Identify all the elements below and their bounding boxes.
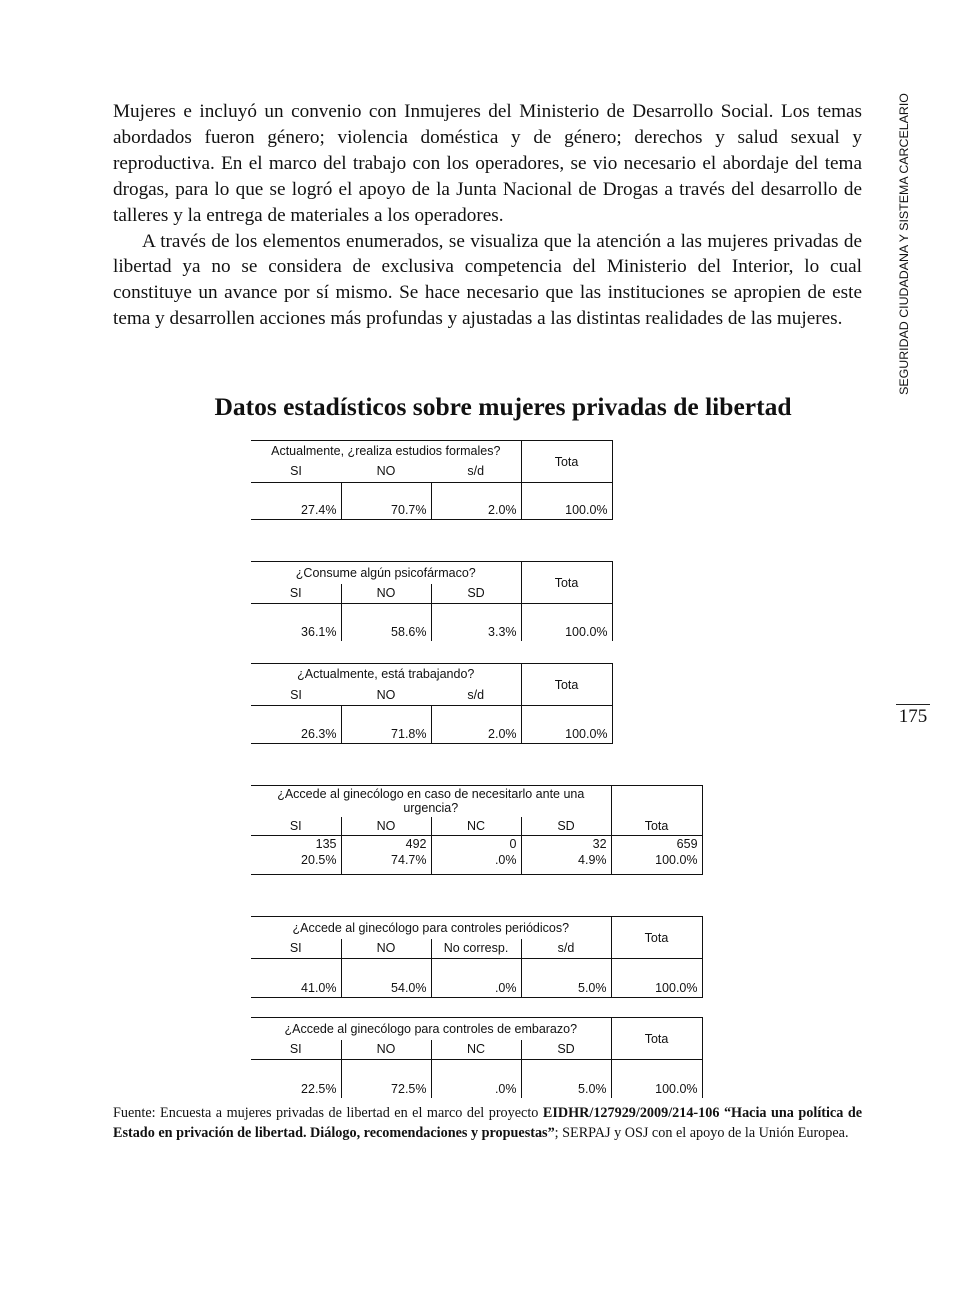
table-question: Actualmente, ¿realiza estudios formales? [251, 441, 521, 461]
table-cell: 41.0% [251, 959, 341, 998]
column-header: SI [251, 461, 341, 483]
paragraph-2: A través de los elementos enumerados, se visualiza que la atención a las mujeres privadas de libertad ya no se considera de exclusiva competencia del Ministerio del Interior, lo cual constituye un avance por sí mismo. Se hace necesario que las instituciones se apropien de este tema y desarrollen acciones más profundas y ajustadas a las distintas realidades de las mujeres. [113, 230, 862, 330]
source-note [113, 1104, 862, 1143]
table-cell: 100.0% [521, 706, 612, 744]
table-cell: 2.0% [431, 706, 521, 744]
total-header: Tota [611, 1018, 702, 1060]
column-header: SI [251, 817, 341, 836]
table-question: ¿Consume algún psicofármaco? [251, 562, 521, 584]
table-question: ¿Accede al ginecólogo en caso de necesitarlo ante una urgencia? [251, 786, 611, 817]
column-header: NO [341, 939, 431, 959]
table-cell: .0% [431, 853, 521, 875]
table-cell: .0% [431, 959, 521, 998]
column-header: SI [251, 1040, 341, 1060]
source-prefix: Fuente: Encuesta a mujeres privadas de libertad en el marco del proyecto [113, 1105, 539, 1121]
table-cell: 72.5% [341, 1060, 431, 1098]
column-header: NO [341, 584, 431, 604]
stat-table-working [251, 663, 613, 744]
column-header: NO [341, 1040, 431, 1060]
table-cell: 4.9% [521, 853, 611, 875]
table-cell: 70.7% [341, 483, 431, 520]
table-cell: 5.0% [521, 1060, 611, 1098]
table-cell: 22.5% [251, 1060, 341, 1098]
column-header: NO [341, 461, 431, 483]
column-header: s/d [521, 939, 611, 959]
table-cell: 492 [341, 836, 431, 853]
column-header: SD [521, 817, 611, 836]
table-cell: 135 [251, 836, 341, 853]
stat-table-gyn-pregnancy [251, 1017, 703, 1098]
stat-table-studies [251, 440, 613, 520]
column-header: NC [431, 817, 521, 836]
source-project-code: EIDHR/127929/2009/214-106 [542, 1105, 720, 1121]
table-cell: 100.0% [521, 604, 612, 641]
column-header: SI [251, 584, 341, 604]
section-title: Datos estadísticos sobre mujeres privadas de libertad [214, 392, 792, 421]
page-number: 175 [898, 706, 928, 727]
table-question: ¿Accede al ginecólogo para controles periódicos? [251, 917, 611, 939]
column-header: NC [431, 1040, 521, 1060]
table-cell: 100.0% [611, 1060, 702, 1098]
table-cell: 0 [431, 836, 521, 853]
table-cell: 3.3% [431, 604, 521, 641]
table-cell: 54.0% [341, 959, 431, 998]
running-header-text: SEGURIDAD CIUDADANA Y SISTEMA CARCELARIO [897, 93, 911, 395]
total-header: Tota [521, 664, 612, 706]
stat-table-psychotropic [251, 561, 613, 641]
table-cell: 74.7% [341, 853, 431, 875]
column-header: SD [431, 584, 521, 604]
total-header: Tota [611, 786, 702, 836]
source-suffix: ; SERPAJ y OSJ con el apoyo de la Unión Europea. [554, 1124, 849, 1141]
column-header: No corresp. [431, 939, 521, 959]
page-number-rule [896, 704, 930, 705]
table-cell: 58.6% [341, 604, 431, 641]
table-cell: 2.0% [431, 483, 521, 520]
table-cell: 20.5% [251, 853, 341, 875]
table-question: ¿Actualmente, está trabajando? [251, 664, 521, 685]
paragraph-1: Mujeres e incluyó un convenio con Inmujeres del Ministerio de Desarrollo Social. Los temas abordados fueron género; violencia doméstica y de género; derechos y salud sexual y reproductiva. En el marco del trabajo con los operadores, se vio necesario el abordaje del tema drogas, para lo que se logró el apoyo de la Junta Nacional de Drogas a través del desarrollo de talleres y la entrega de materiales a los operadores. [113, 101, 862, 226]
column-header: s/d [431, 685, 521, 706]
table-cell: 27.4% [251, 483, 341, 520]
total-header: Tota [611, 917, 702, 959]
column-header: SD [521, 1040, 611, 1060]
column-header: NO [341, 817, 431, 836]
stat-table-gyn-urgency [251, 785, 703, 875]
table-cell: 71.8% [341, 706, 431, 744]
column-header: SI [251, 939, 341, 959]
total-header: Tota [521, 562, 612, 604]
running-header [893, 93, 915, 395]
table-cell: 100.0% [611, 959, 702, 998]
table-cell: 100.0% [521, 483, 612, 520]
column-header: s/d [431, 461, 521, 483]
table-question: ¿Accede al ginecólogo para controles de embarazo? [251, 1018, 611, 1040]
table-cell: 36.1% [251, 604, 341, 641]
column-header: NO [341, 685, 431, 706]
total-header: Tota [521, 441, 612, 483]
table-cell: 659 [611, 836, 702, 853]
body-text [113, 99, 862, 332]
table-cell: 100.0% [611, 853, 702, 875]
column-header: SI [251, 685, 341, 706]
source-project-title: “Hacia una política de Estado en privación de libertad. Diálogo, recomendaciones y propuestas” [113, 1105, 863, 1141]
stat-table-gyn-periodic [251, 916, 703, 998]
table-cell: 5.0% [521, 959, 611, 998]
table-cell: 26.3% [251, 706, 341, 744]
table-cell: 32 [521, 836, 611, 853]
table-cell: .0% [431, 1060, 521, 1098]
